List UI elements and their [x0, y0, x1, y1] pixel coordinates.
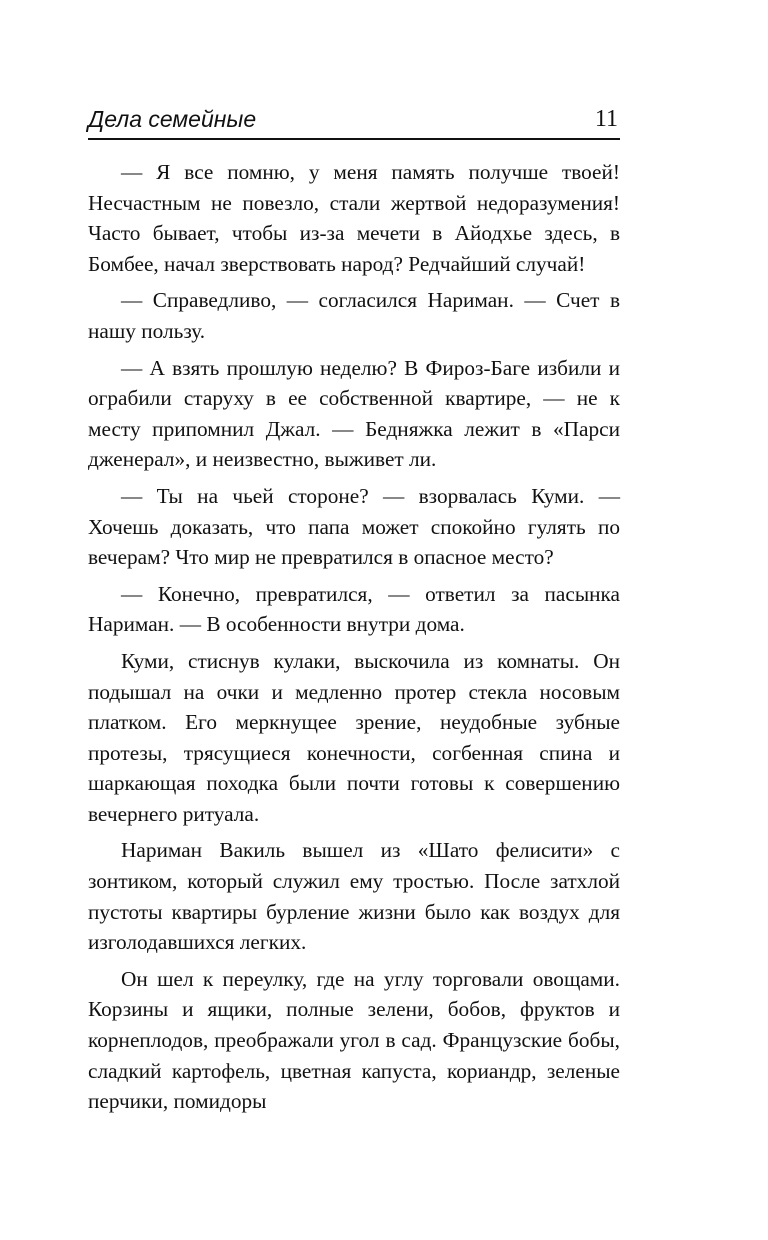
paragraph: — А взять прошлую неделю? В Фироз-Баге избили и ограбили старуху в ее собственной квартире, — не к месту припомнил Джал. — Бедняжка лежит в «Парси дженерал», и неизвестно, выживет ли. [88, 355, 620, 472]
running-header [88, 104, 620, 140]
paragraph: — Справедливо, — согласился Нариман. — Счет в нашу пользу. [88, 288, 620, 343]
paragraph: — Конечно, превратился, — ответил за пасынка Нариман. — В особенности внутри дома. [88, 581, 620, 637]
paragraph: — Я все помню, у меня память получше твоей! Несчастным не повезло, стали жертвой недоразумения! Часто бывает, чтобы из-за мечети в Айодхье здесь, в Бомбее, начал зверствовать народ? Редчайший случай! [88, 160, 620, 276]
paragraph: Куми, стиснув кулаки, выскочила из комнаты. Он подышал на очки и медленно протер стекла носовым платком. Его меркнущее зрение, неудобные зубные протезы, трясущиеся конечности, согбенная спина и шаркающая походка были почти готовы к совершению вечернего ритуала. [88, 648, 620, 826]
paragraph: — Ты на чьей стороне? — взорвалась Куми. — Хочешь доказать, что папа может спокойно гулять по вечерам? Что мир не превратился в опасное место? [88, 483, 620, 570]
body-text [88, 157, 620, 1123]
page-number: 11 [594, 106, 618, 132]
paragraph: Он шел к переулку, где на углу торговали овощами. Корзины и ящики, полные зелени, бобов, фруктов и корнеплодов, преображали угол в сад. Французские бобы, сладкий картофель, цветная капуста, кориандр, зеленые перчики, помидоры [88, 966, 620, 1114]
paragraph: Нариман Вакиль вышел из «Шато фелисити» с зонтиком, который служил ему тростью. После затхлой пустоты квартиры бурление жизни было как воздух для изголодавшихся легких. [88, 838, 620, 955]
running-title: Дела семейные [88, 106, 257, 132]
